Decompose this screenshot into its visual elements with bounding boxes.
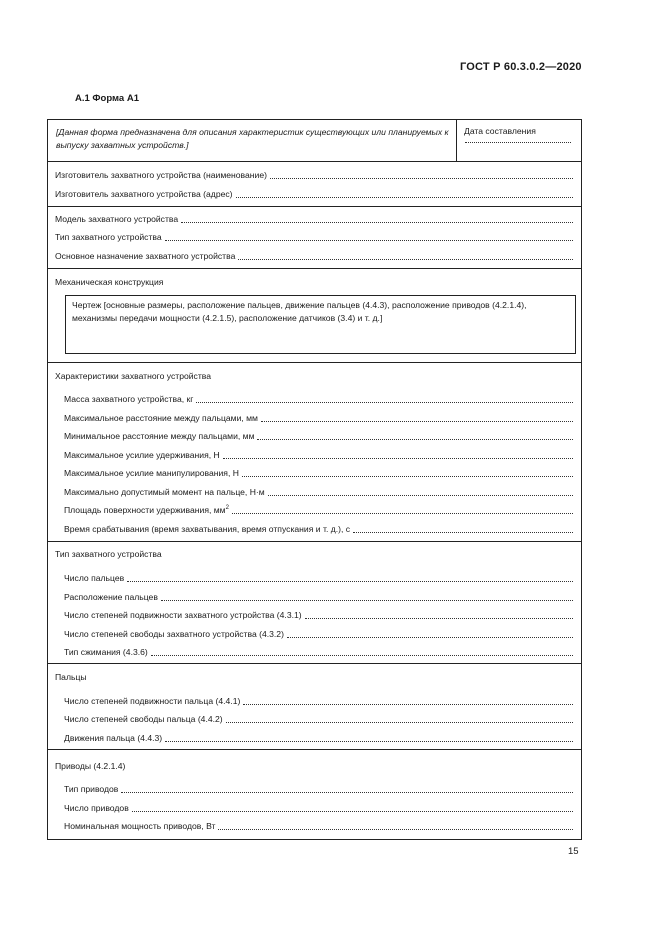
manufacturer-name-row[interactable] (55, 170, 573, 181)
char-row-mass[interactable] (64, 394, 573, 405)
field-label: Число степеней подвижности пальца (4.4.1) (64, 696, 241, 706)
field-label: Число степеней свободы пальца (4.4.2) (64, 714, 223, 724)
fill-line (165, 741, 573, 742)
field-label: Изготовитель захватного устройства (наименование) (55, 170, 267, 180)
characteristics-heading: Характеристики захватного устройства (55, 371, 212, 381)
type-row-grip-type[interactable] (64, 647, 573, 658)
type-row-finger-layout[interactable] (64, 592, 573, 603)
field-label: Масса захватного устройства, кг (64, 394, 194, 404)
fill-line (270, 178, 573, 179)
intro-section (48, 120, 581, 162)
model-section (48, 207, 581, 269)
char-row-area[interactable] (64, 505, 573, 516)
fill-line (257, 439, 573, 440)
field-label: Число степеней свободы захватного устройства (4.3.2) (64, 629, 284, 639)
model-row[interactable] (55, 214, 573, 225)
char-row-max-distance[interactable] (64, 413, 573, 424)
drives-heading: Приводы (4.2.1.4) (55, 761, 126, 771)
field-label: Минимальное расстояние между пальцами, мм (64, 431, 255, 441)
fill-line (305, 618, 573, 619)
type-row[interactable] (55, 232, 573, 243)
field-label: Число степеней подвижности захватного устройства (4.3.1) (64, 610, 302, 620)
field-label: Максимальное усилие удерживания, Н (64, 450, 220, 460)
type-row-freedom[interactable] (64, 629, 573, 640)
field-label: Число пальцев (64, 573, 125, 583)
mechanical-section (48, 269, 581, 363)
field-label: Движения пальца (4.4.3) (64, 733, 163, 743)
fill-line (287, 637, 573, 638)
field-label: Тип приводов (64, 784, 119, 794)
char-row-manip-force[interactable] (64, 468, 573, 479)
fill-line (242, 476, 573, 477)
drive-row-type[interactable] (64, 784, 573, 795)
drawing-instructions: Чертеж [основные размеры, расположение пальцев, движение пальцев (4.4.3), расположение приводов (4.2.1.4), механизмы передачи мощности (4.2.1.5), расположение датчиков (3.4) и т. д.] (72, 300, 527, 323)
field-label: Тип сжимания (4.3.6) (64, 647, 148, 657)
date-field[interactable] (465, 142, 571, 143)
field-label: Основное назначение захватного устройства (55, 251, 236, 261)
form-title: А.1 Форма А1 (75, 93, 139, 104)
finger-row-mobility[interactable] (64, 696, 573, 707)
characteristics-section (48, 363, 581, 542)
fill-line (261, 421, 573, 422)
fill-line (196, 402, 573, 403)
type-row-finger-count[interactable] (64, 573, 573, 584)
fill-line (353, 532, 573, 533)
drives-section (48, 750, 581, 839)
area-superscript: 2 (225, 505, 229, 512)
fill-line (151, 655, 573, 656)
fingers-section (48, 664, 581, 750)
fill-line (121, 792, 573, 793)
fill-line (226, 722, 573, 723)
purpose-row[interactable] (55, 251, 573, 262)
page-number: 15 (568, 846, 579, 857)
fill-line (223, 458, 573, 459)
field-label: Максимальное расстояние между пальцами, мм (64, 413, 258, 423)
fill-line (161, 600, 573, 601)
date-label: Дата составления (464, 126, 536, 136)
form-a1-table (47, 119, 582, 840)
field-label: Номинальная мощность приводов, Вт (64, 821, 216, 831)
manufacturer-section (48, 162, 581, 207)
fill-line (132, 811, 573, 812)
field-label: Изготовитель захватного устройства (адрес) (55, 189, 233, 199)
fill-line (236, 197, 573, 198)
field-label: Максимальное усилие манипулирования, Н (64, 468, 239, 478)
char-row-response-time[interactable] (64, 524, 573, 535)
drive-row-power[interactable] (64, 821, 573, 832)
finger-row-freedom[interactable] (64, 714, 573, 725)
fill-line (268, 495, 573, 496)
field-label: Максимально допустимый момент на пальце, Н·м (64, 487, 265, 497)
form-purpose-note: [Данная форма предназначена для описания характеристик существующих или планируемых к выпуску захватных устройств.] (56, 127, 449, 150)
fill-line (238, 259, 573, 260)
fill-line (232, 513, 573, 514)
char-row-min-distance[interactable] (64, 431, 573, 442)
manufacturer-address-row[interactable] (55, 189, 573, 200)
fingers-heading: Пальцы (55, 672, 87, 682)
type-row-mobility[interactable] (64, 610, 573, 621)
field-label: Время срабатывания (время захватывания, время отпускания и т. д.), с (64, 524, 351, 534)
field-label: Расположение пальцев (64, 592, 158, 602)
document-code: ГОСТ Р 60.3.0.2—2020 (460, 61, 582, 73)
gripper-type-section (48, 542, 581, 664)
field-label: Модель захватного устройства (55, 214, 179, 224)
char-row-moment[interactable] (64, 487, 573, 498)
date-cell (456, 120, 581, 162)
fill-line (181, 222, 573, 223)
fill-line (243, 704, 573, 705)
drawing-box[interactable] (65, 295, 576, 354)
mechanical-heading: Механическая конструкция (55, 277, 164, 287)
drive-row-count[interactable] (64, 803, 573, 814)
field-label (64, 505, 232, 516)
area-label-text: Площадь поверхности удерживания, мм (64, 505, 226, 515)
finger-row-motion[interactable] (64, 733, 573, 744)
field-label: Число приводов (64, 803, 129, 813)
fill-line (127, 581, 573, 582)
field-label: Тип захватного устройства (55, 232, 162, 242)
gripper-type-heading: Тип захватного устройства (55, 549, 162, 559)
fill-line (165, 240, 573, 241)
fill-line (218, 829, 573, 830)
char-row-hold-force[interactable] (64, 450, 573, 461)
